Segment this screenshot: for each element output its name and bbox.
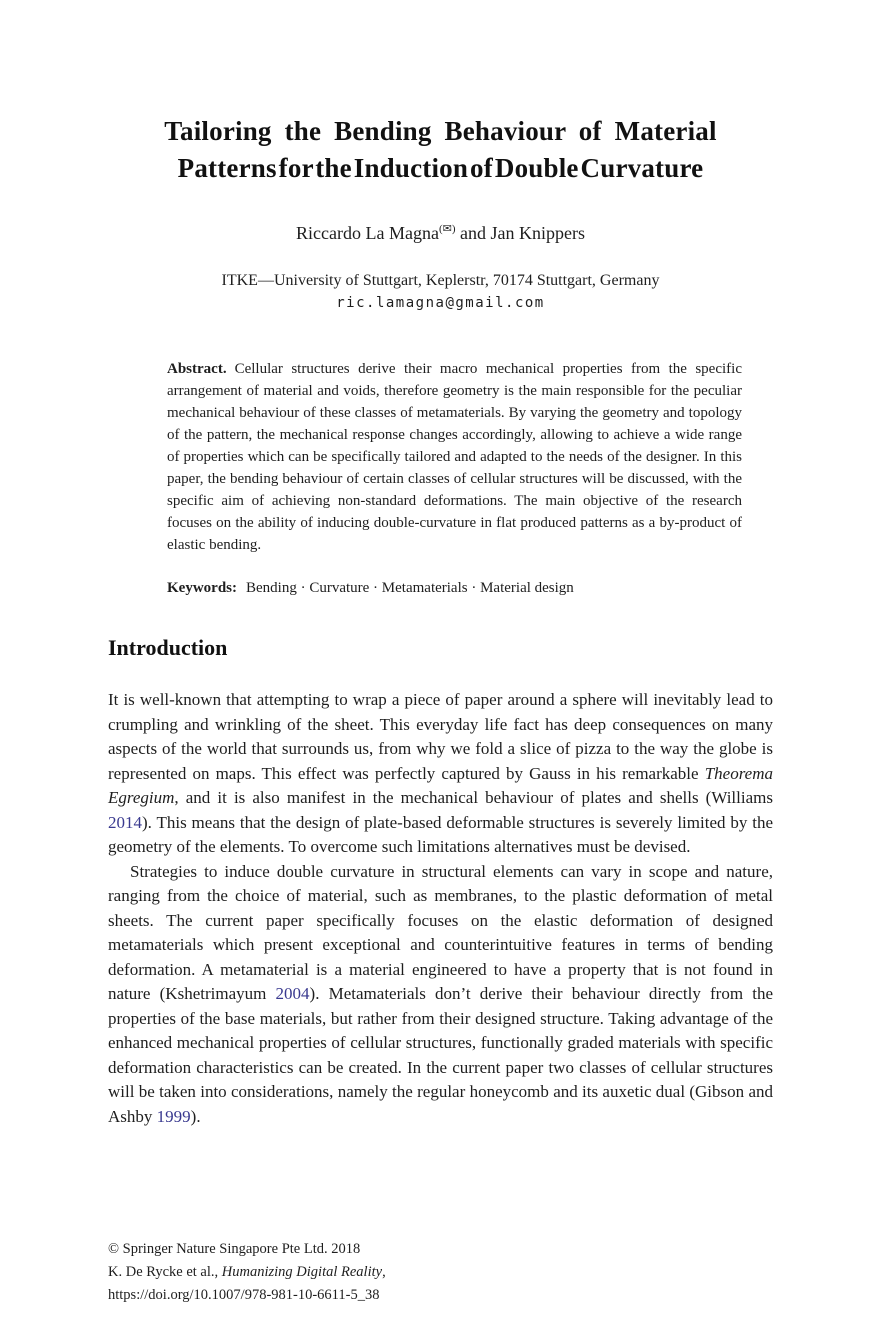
footer-book-title: Humanizing Digital Reality xyxy=(221,1264,383,1280)
footer-imprint xyxy=(108,1238,386,1307)
intro-paragraph-2 xyxy=(108,860,773,1130)
page-content xyxy=(108,0,773,1129)
abstract-label: Abstract. xyxy=(167,361,227,377)
citation-link[interactable]: 1999 xyxy=(156,1106,191,1126)
author-separator: and xyxy=(455,223,491,243)
text-segment: It is well-known that attempting to wrap a piece of paper around a sphere will inevitably lead to crumpling and wrinkling of the sheet. This everyday life fact has deep consequences on many aspects of the world that surrounds us, from why we fold a slice of pizza to the way the globe is represented on maps. This effect was perfectly captured by Gauss in his remarkable xyxy=(108,690,773,783)
abstract-text: Cellular structures derive their macro mechanical properties from the specific arrangement of material and voids, therefore geometry is the main responsible for the peculiar mechanical behaviour of these classes of metamaterials. By varying the geometry and topology of the pattern, the mechanical response changes accordingly, allowing to achieve a wide range of properties which can be specifically tailored and adapted to the needs of the designer. In this paper, the bending behaviour of certain classes of cellular structures will be discussed, with the specific aim of achieving non-standard deformations. The main objective of the research focuses on the ability of inducing double-curvature in flat produced patterns as a by-product of elastic bending. xyxy=(167,361,742,553)
author-1-name: Riccardo La Magna xyxy=(296,223,439,243)
affiliation: ITKE—University of Stuttgart, Keplerstr, 70174 Stuttgart, Germany xyxy=(221,272,660,289)
text-segment: ). xyxy=(190,1106,201,1126)
author-line xyxy=(108,223,773,244)
citation-link[interactable]: 2004 xyxy=(275,984,310,1003)
text-segment: , and it is also manifest in the mechanical behaviour of plates and shells (Williams xyxy=(174,788,773,807)
footer-doi-link[interactable]: https://doi.org/10.1007/978-981-10-6611-5_38 xyxy=(108,1287,380,1303)
text-segment: Strategies to induce double curvature in structural elements can vary in scope and nature, ranging from the choice of material, such as membranes, to the plastic deformation of metal sheets. The current paper specifically focuses on the elastic deformation of designed metamaterials which present exceptional and counterintuitive features in terms of bending deformation. A metamaterial is a material engineered to have a property that is not found in nature (Kshetrimayum xyxy=(108,861,773,1003)
text-segment: ). This means that the design of plate-based deformable structures is severely limited by the geometry of the elements. To overcome such limitations alternatives must be devised. xyxy=(108,812,773,856)
page-title xyxy=(108,113,773,187)
intro-paragraph-1 xyxy=(108,688,773,860)
footer-book-line xyxy=(108,1261,386,1284)
footer-editors: K. De Rycke et al., xyxy=(108,1264,222,1280)
keywords-list: Bending · Curvature · Metamaterials · Material design xyxy=(246,580,574,596)
email-address: ric.lamagna@gmail.com xyxy=(336,295,545,311)
page-title-line-2: Patterns for the Induction of Double Curvature xyxy=(177,153,704,183)
abstract-block xyxy=(167,358,742,556)
corresponding-author-envelope-icon[interactable]: (✉) xyxy=(438,223,456,235)
text-segment: ). Metamaterials don’t derive their behaviour directly from the properties of the base materials, but rather from their designed structure. Taking advantage of the enhanced mechanical properties of cellular structures, functionally graded materials with specific deformation characteristics can be created. In the current paper two classes of cellular structures will be taken into considerations, namely the regular honeycomb and its auxetic dual (Gibson and Ashby xyxy=(108,984,773,1126)
citation-link[interactable]: 2014 xyxy=(108,812,142,832)
footer-title-suffix: , xyxy=(382,1264,386,1280)
page-title-line-1: Tailoring the Bending Behaviour of Material xyxy=(164,116,717,146)
author-2-name: Jan Knippers xyxy=(490,223,585,243)
section-heading-introduction: Introduction xyxy=(108,635,228,660)
keywords-block xyxy=(167,580,742,597)
keywords-label: Keywords: xyxy=(167,580,237,596)
footer-copyright: © Springer Nature Singapore Pte Ltd. 2018 xyxy=(108,1241,361,1257)
italic-text-segment: Theorema Egregium xyxy=(108,763,773,807)
